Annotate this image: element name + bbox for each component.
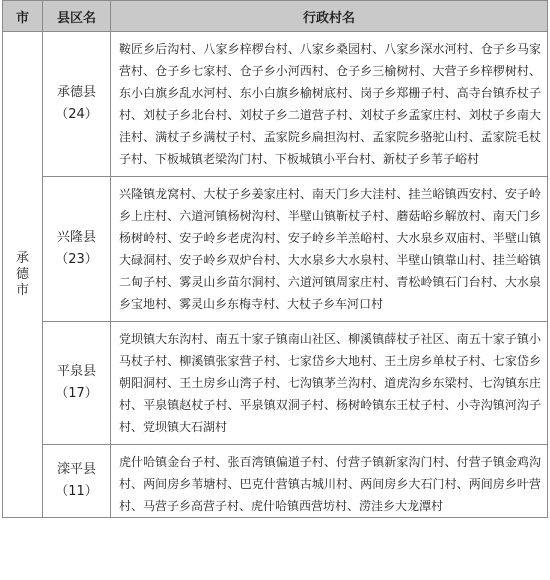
county-count: （23） <box>55 252 98 267</box>
county-count: （11） <box>55 484 98 499</box>
table-row <box>3 322 548 445</box>
header-city: 市 <box>3 1 43 32</box>
villages-cell: 党坝镇大东沟村、南五十家子镇南山社区、柳溪镇薛杖子社区、南五十家子镇小马杖子村、柳溪镇张家营子村、七家岱乡大地村、王土房乡单杖子村、七家岱乡朝阳洞村、王土房乡山湾子村、七沟镇茅兰沟村、道虎沟乡东梁村、七沟镇东庄村、平泉镇赵杖子村、平泉镇双洞子村、杨树岭镇东王杖子村、小寺沟镇河沟子村、党坝镇大石湖村 <box>111 322 548 445</box>
county-cell <box>43 32 111 177</box>
county-name: 兴隆县 <box>56 230 96 245</box>
village-table <box>2 0 548 518</box>
county-name: 承德县 <box>56 85 96 100</box>
city-cell <box>3 32 43 518</box>
county-cell <box>43 445 111 518</box>
table-row <box>3 177 548 322</box>
villages-cell: 虎什哈镇金台子村、张百湾镇偏道子村、付营子镇新家沟门村、付营子镇金鸡沟村、两间房乡苇塘村、巴克什营镇古城川村、两间房乡大石门村、两间房乡叶营村、马营子乡高营子村、虎什哈镇西营坊村、涝洼乡大龙潭村 <box>111 445 548 518</box>
header-villages: 行政村名 <box>111 1 548 32</box>
table-header-row <box>3 1 548 32</box>
villages-cell: 鞍匠乡后沟村、八家乡梓椤台村、八家乡桑园村、八家乡深水河村、仓子乡马家营村、仓子乡七家村、仓子乡小河西村、仓子乡三榆树村、大营子乡梓椤树村、东小白旗乡乱水河村、东小白旗乡榆树底村、岗子乡郑栅子村、高寺台镇乔杖子村、刘杖子乡北台村、刘杖子乡二道营子村、刘杖子乡孟家庄村、刘杖子乡南大洼村、满杖子乡满杖子村、孟家院乡扁担沟村、孟家院乡骆驼山村、孟家院毛杖子村、下板城镇老梁沟门村、下板城镇小平台村、新杖子乡苇子峪村 <box>111 32 548 177</box>
table-row <box>3 32 548 177</box>
county-cell <box>43 177 111 322</box>
county-name: 滦平县 <box>56 462 96 477</box>
county-name: 平泉县 <box>56 364 96 379</box>
header-county: 县区名 <box>43 1 111 32</box>
villages-cell: 兴隆镇龙窝村、大杖子乡姜家庄村、南天门乡大洼村、挂兰峪镇西安村、安子岭乡上庄村、六道河镇杨树沟村、半壁山镇靳杖子村、蘑菇峪乡解放村、南天门乡杨树岭村、安子岭乡老虎沟村、安子岭乡羊羔峪村、大水泉乡双庙村、半壁山镇大碌洞村、安子岭乡双炉台村、大水泉乡大水泉村、半壁山镇靠山村、挂兰峪镇二甸子村、雾灵山乡苗尔洞村、六道河镇周家庄村、青松岭镇石门台村、大水泉乡宝地村、雾灵山乡东梅寺村、大杖子乡车河口村 <box>111 177 548 322</box>
county-count: （17） <box>55 386 98 401</box>
table-row <box>3 445 548 518</box>
county-cell <box>43 322 111 445</box>
county-count: （24） <box>55 107 98 122</box>
city-name: 承德市 <box>15 250 29 298</box>
